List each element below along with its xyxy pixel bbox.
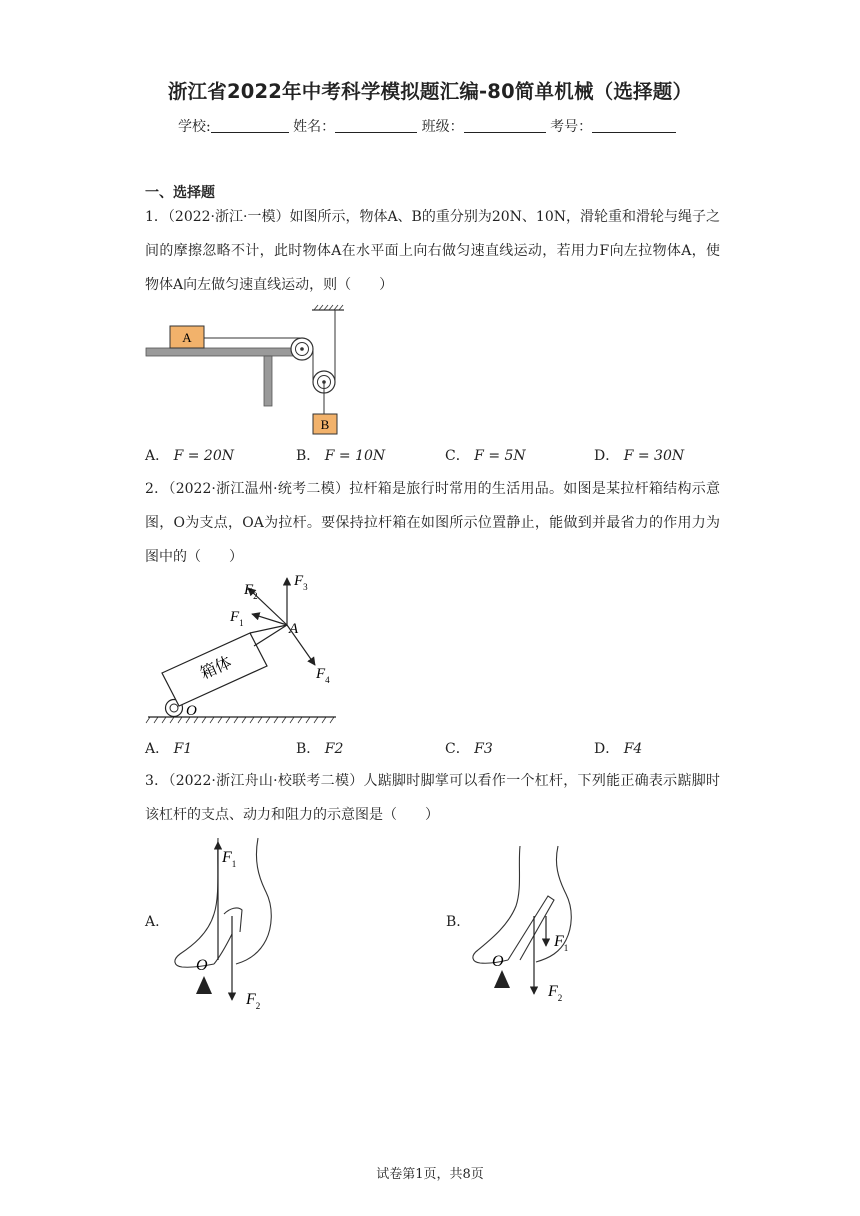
point-a-label: A [289, 621, 299, 637]
a-f1-label: $F_1$ [222, 849, 237, 869]
question-2-figure [140, 570, 345, 726]
name-label: 姓名： [293, 119, 336, 135]
question-2-text: 2．（2022·浙江温州·统考二模）拉杆箱是旅行时常用的生活用品。如图是某拉杆箱结构示意图，O为支点，OA为拉杆。要保持拉杆箱在如图所示位置静止，能做到并最省力的作用力为图中的（ ） [145, 481, 720, 565]
f3-label: $F_3$ [294, 573, 308, 592]
q3-option-b-letter[interactable]: B. [446, 914, 461, 930]
q1-option-a[interactable]: A． F = 20N [145, 448, 234, 464]
table-leg [264, 356, 272, 406]
exam-no-blank [592, 118, 676, 133]
b-foot-heel-outline [473, 846, 520, 963]
q1-option-c[interactable]: C． F = 5N [445, 448, 526, 464]
q3-option-a-letter[interactable]: A. [145, 914, 160, 930]
block-b-label: B [320, 417, 330, 432]
f1-label: $F_1$ [230, 609, 244, 628]
question-1-figure [140, 304, 380, 436]
block-a-label: A [182, 330, 192, 345]
page-title: 浙江省2022年中考科学模拟题汇编-80简单机械（选择题） [167, 80, 693, 103]
name-blank [335, 118, 417, 133]
question-3-text: 3．（2022·浙江舟山·校联考二模）人踮脚时脚掌可以看作一个杠杆，下列能正确表示踮脚时该杠杆的支点、动力和阻力的示意图是（ ） [145, 773, 720, 823]
a-fulcrum [196, 976, 212, 994]
b-f2-label: $F_2$ [548, 983, 563, 1003]
b-f1-label: $F_1$ [554, 933, 569, 953]
suitcase-label: 箱体 [198, 654, 235, 683]
b-pivot-o-label: O [492, 953, 504, 970]
foot-front-outline [236, 838, 271, 964]
page-footer: 试卷第1页，共8页 [376, 1167, 484, 1182]
exam-no-label: 考号： [550, 119, 593, 135]
arrow-f4 [287, 625, 315, 665]
school-blank [211, 118, 289, 133]
q2-option-b[interactable]: B． F2 [296, 741, 344, 757]
table-top [146, 348, 306, 356]
section-heading: 一、选择题 [145, 185, 215, 201]
a-pivot-o-label: O [196, 957, 208, 974]
b-fulcrum [494, 970, 510, 988]
f2-label: $F_2$ [244, 582, 258, 601]
q1-option-b[interactable]: B． F = 10N [296, 448, 386, 464]
school-label: 学校: [178, 119, 211, 135]
pivot-o-label: O [186, 703, 197, 719]
student-info-line [178, 116, 676, 136]
q1-option-d[interactable]: D． F = 30N [594, 448, 685, 464]
a-f2-label: $F_2$ [246, 991, 261, 1011]
q2-option-c[interactable]: C． F3 [445, 741, 493, 757]
question-1-text: 1．（2022·浙江·一模）如图所示，物体A、B的重分别为20N、10N，滑轮重和滑轮与绳子之间的摩擦忽略不计，此时物体A在水平面上向右做匀速直线运动，若用力F向左拉物体A，使物体A向左做匀速直线运动，则（ ） [145, 209, 720, 293]
class-blank [464, 118, 546, 133]
class-label: 班级： [421, 119, 464, 135]
foot-heel-outline [175, 838, 218, 967]
f4-label: $F_4$ [316, 666, 330, 685]
q3-option-a-figure[interactable] [170, 836, 300, 1016]
q2-option-a[interactable]: A． F1 [145, 741, 193, 757]
q2-option-d[interactable]: D． F4 [594, 741, 643, 757]
q3-option-b-figure[interactable] [462, 844, 592, 1014]
